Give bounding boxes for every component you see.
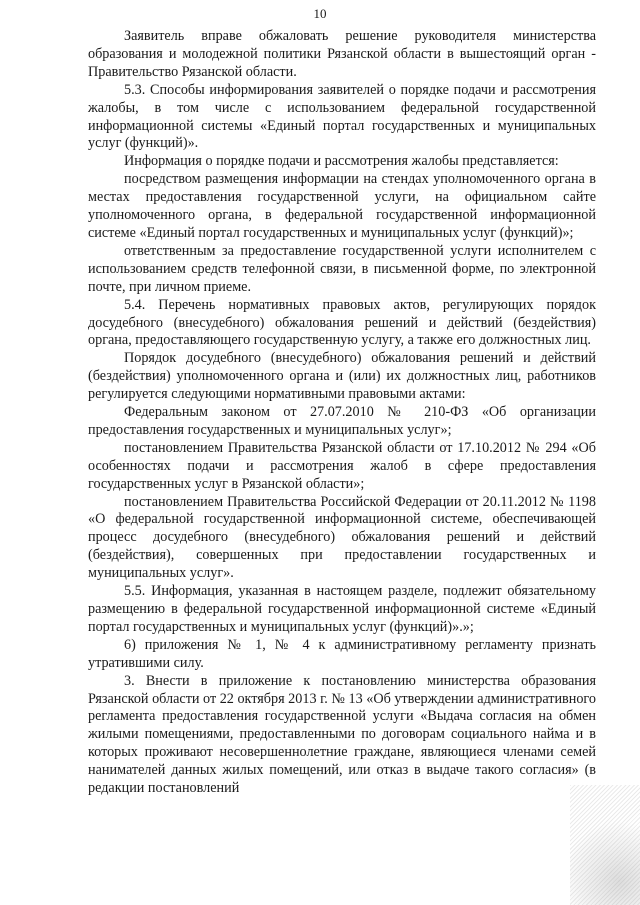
- paragraph: Заявитель вправе обжаловать решение руководителя министерства образования и молодежной политики Рязанской области в вышестоящий орган - Правительство Рязанской области.: [88, 28, 596, 80]
- document-body: [88, 28, 596, 798]
- scan-artifact: [570, 785, 640, 905]
- paragraph: 5.3. Способы информирования заявителей о порядке подачи и рассмотрения жалобы, в том числе с использованием федеральной государственной информационной системы «Единый портал государственных и муниципальных услуг (функций)».: [88, 81, 596, 152]
- paragraph: 5.4. Перечень нормативных правовых актов, регулирующих порядок досудебного (внесудебного) обжалования решений и действий (бездействия) органа, предоставляющего государственную услугу, а также его должностных лиц.: [88, 296, 596, 349]
- paragraph: Информация о порядке подачи и рассмотрения жалобы представляется:: [124, 153, 559, 170]
- paragraph: Федеральным законом от 27.07.2010 № 210-ФЗ «Об организации предоставления государственных и муниципальных услуг»;: [88, 404, 596, 438]
- paragraph: постановлением Правительства Российской Федерации от 20.11.2012 № 1198 «О федеральной государственной информационной системе, обеспечивающей процесс досудебного (внесудебного) обжалования решений и действий (бездействия), совершенных при предоставлении государственных и муниципальных услуг».: [88, 493, 596, 582]
- paragraph: 6) приложения № 1, № 4 к административному регламенту признать утратившими силу.: [88, 636, 596, 671]
- paragraph: 5.5. Информация, указанная в настоящем разделе, подлежит обязательному размещению в федеральной государственной информационной системе «Единый портал государственных и муниципальных услуг (функций)».»;: [88, 583, 596, 635]
- paragraph: постановлением Правительства Рязанской области от 17.10.2012 № 294 «Об особенностях подачи и рассмотрения жалоб в сфере предоставления государственных услуг в Рязанской области»;: [88, 439, 596, 492]
- paragraph: Порядок досудебного (внесудебного) обжалования решений и действий (бездействия) уполномоченного органа и (или) их должностных лиц, работников регулируется следующими нормативными правовыми актами:: [88, 350, 596, 403]
- paragraph: ответственным за предоставление государственной услуги исполнителем с использованием средств телефонной связи, в письменной форме, по электронной почте, при личном приеме.: [88, 242, 596, 295]
- page-number: 10: [313, 6, 327, 21]
- paragraph: 3. Внести в приложение к постановлению министерства образования Рязанской области от 22 октября 2013 г. № 13 «Об утверждении административного регламента предоставления государственной услуги «Выдача согласия на обмен жилыми помещениями, предоставленными по договорам социального найма и в которых проживают несовершеннолетние граждане, являющиеся членами семей нанимателей данных жилых помещений, или отказ в выдаче такого согласия» (в редакции постановлений: [88, 672, 596, 797]
- paragraph: посредством размещения информации на стендах уполномоченного органа в местах предоставления государственной услуги, на официальном сайте уполномоченного органа, в федеральной государственной информационной системе «Единый портал государственных и муниципальных услуг (функций)»;: [88, 171, 596, 241]
